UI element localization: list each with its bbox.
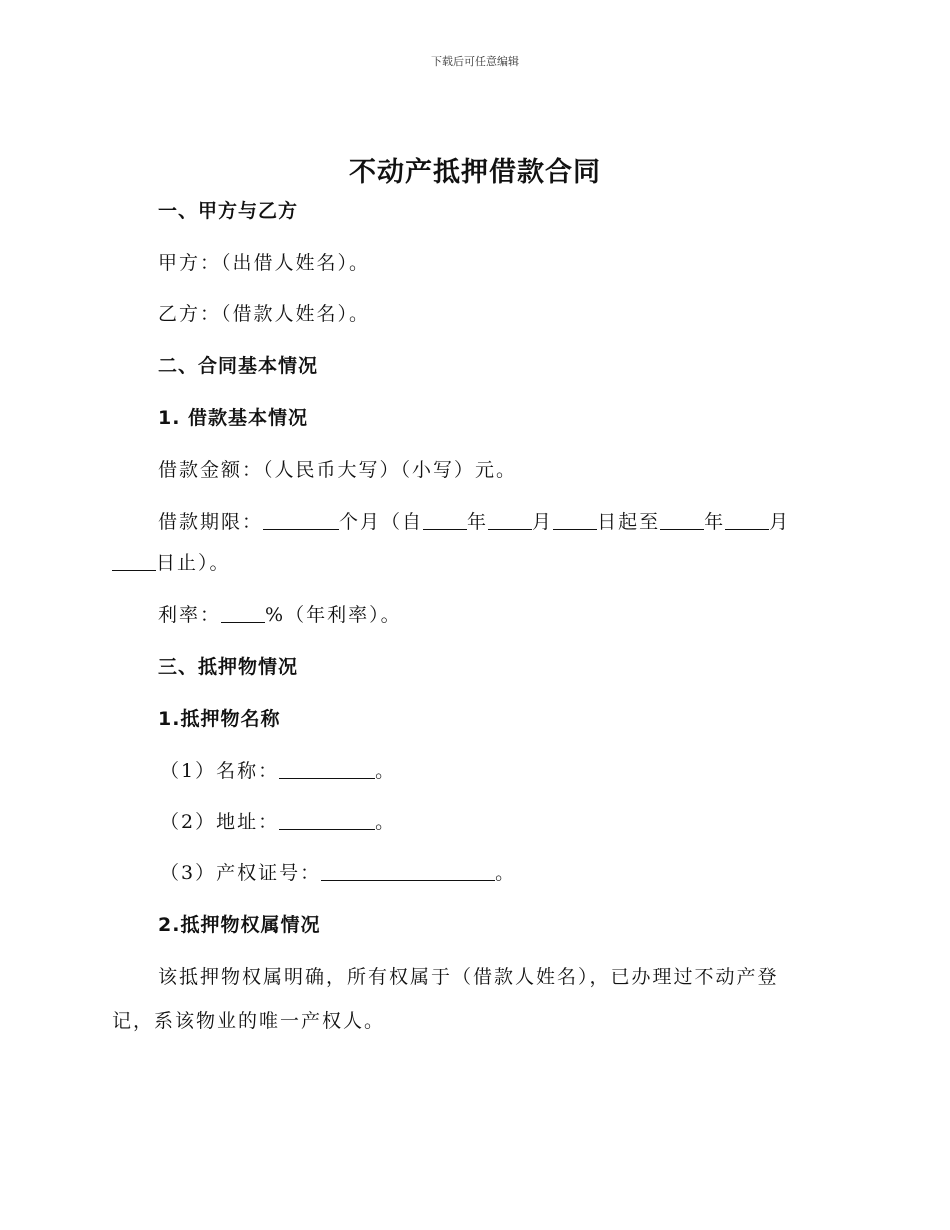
name-blank[interactable] [279,760,375,779]
document-title: 不动产抵押借款合同 [349,157,601,188]
party-a-line: 甲方：（出借人姓名）。 [158,252,371,274]
header-note: 下载后可任意编辑 [431,55,519,68]
loan-term-line [158,510,790,534]
subsection-ownership: 2.抵押物权属情况 [158,914,321,936]
end-day-blank[interactable] [112,552,156,571]
start-month-blank[interactable] [488,511,532,530]
period-2: 。 [375,811,397,833]
interest-rate-line [158,603,402,627]
rate-blank[interactable] [221,604,265,623]
period: 。 [375,760,397,782]
month-text: 月 [532,511,554,533]
term-months-text: 个月（自 [339,511,424,533]
address-blank[interactable] [279,811,375,830]
year-text-2: 年 [704,511,726,533]
addr-label: （2）地址： [160,811,280,833]
section-2-heading: 二、合同基本情况 [158,355,319,377]
subsection-collateral-name: 1.抵押物名称 [158,708,281,730]
day-to-text: 日止）。 [156,552,231,574]
loan-term-line-wrap [112,551,231,575]
cert-label: （3）产权证号： [160,862,322,884]
ownership-paragraph-line-2: 记，系该物业的唯一产权人。 [112,1010,386,1032]
period-3: 。 [495,862,517,884]
name-label: （1）名称： [160,760,280,782]
section-3-heading: 三、抵押物情况 [158,656,299,678]
month-text-2: 月 [769,511,791,533]
subsection-loan-basic: 1. 借款基本情况 [158,407,309,429]
rate-label: 利率： [158,604,222,626]
day-from-text: 日起至 [597,511,661,533]
rate-suffix: %（年利率）。 [265,604,402,626]
party-b-line: 乙方：（借款人姓名）。 [158,303,371,325]
term-label: 借款期限： [158,511,264,533]
start-day-blank[interactable] [553,511,597,530]
ownership-paragraph-line-1: 该抵押物权属明确，所有权属于（借款人姓名），已办理过不动产登 [158,966,779,988]
collateral-address-line [160,810,396,834]
months-blank[interactable] [263,511,339,530]
property-cert-line [160,861,516,885]
year-text: 年 [467,511,489,533]
start-year-blank[interactable] [423,511,467,530]
cert-number-blank[interactable] [321,862,495,881]
collateral-name-line [160,759,396,783]
section-1-heading: 一、甲方与乙方 [158,200,299,222]
end-year-blank[interactable] [660,511,704,530]
end-month-blank[interactable] [725,511,769,530]
loan-amount-line: 借款金额：（人民币大写）（小写）元。 [158,459,518,481]
